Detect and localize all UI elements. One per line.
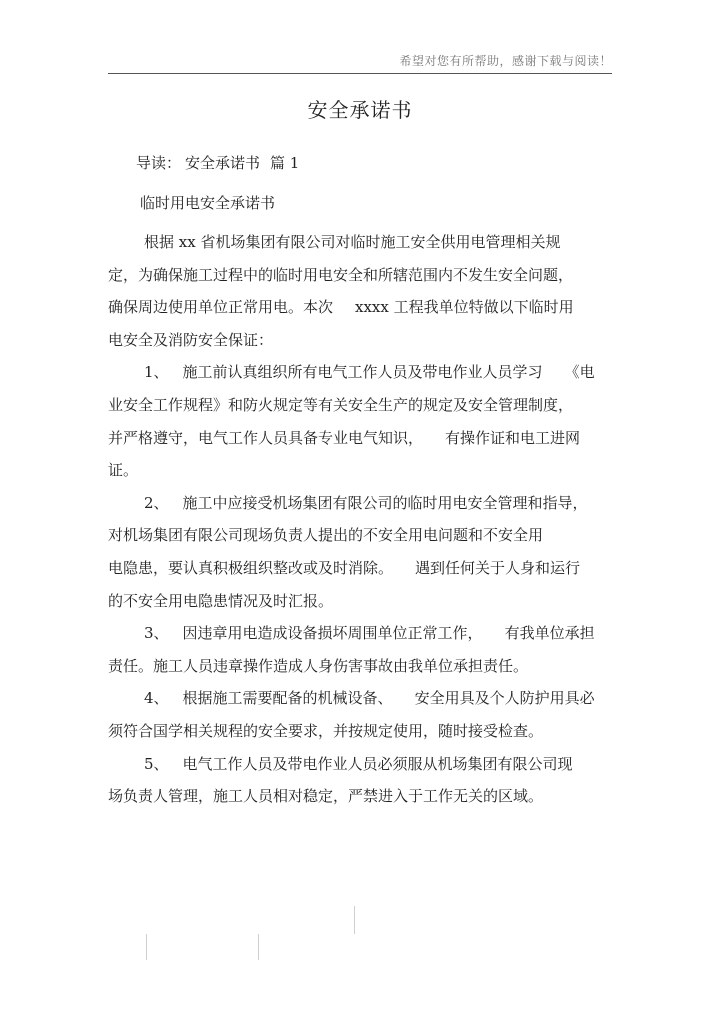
text-line xyxy=(108,715,612,748)
line-text-continued: xxxx 工程我单位特做以下临时用 xyxy=(355,298,574,317)
line-text-continued: 《电 xyxy=(564,363,595,382)
text-line xyxy=(108,356,612,389)
intro-piece: 篇 1 xyxy=(270,154,300,172)
line-text: 因违章用电造成设备损坏周围单位正常工作， xyxy=(182,624,483,643)
line-text: 的不安全用电隐患情况及时汇报。 xyxy=(108,591,334,610)
item-number: 5、 xyxy=(144,754,169,773)
line-text: 并严格遵守，电气工作人员具备专业电气知识， xyxy=(108,428,424,447)
page-title: 安全承诺书 xyxy=(307,98,413,122)
text-line xyxy=(108,487,612,520)
text-line xyxy=(108,519,612,552)
intro-line xyxy=(136,152,299,173)
line-text: 电隐患，要认真积极组织整改或及时消除。 xyxy=(108,558,394,577)
line-text: 施工中应接受机场集团有限公司的临时用电安全管理和指导， xyxy=(182,493,588,512)
line-text-continued: 遇到任何关于人身和运行 xyxy=(415,558,581,577)
header-note: 希望对您有所帮助，感谢下载与阅读！ xyxy=(399,54,612,68)
text-line xyxy=(108,291,612,324)
line-text: 定，为确保施工过程中的临时用电安全和所辖范围内不发生安全问题， xyxy=(108,265,574,284)
item-number: 3、 xyxy=(144,624,169,643)
text-line xyxy=(108,259,612,292)
line-text: 电气工作人员及带电作业人员必须服从机场集团有限公司现 xyxy=(182,754,573,773)
line-text: 施工前认真组织所有电气工作人员及带电作业人员学习 xyxy=(182,363,543,382)
line-text: 须符合国学相关规程的安全要求，并按规定使用，随时接受检查。 xyxy=(108,721,544,740)
text-line xyxy=(108,780,612,813)
text-line xyxy=(108,650,612,683)
line-text: 场负责人管理，施工人员相对稳定，严禁进入于工作无关的区域。 xyxy=(108,787,544,806)
text-line xyxy=(108,422,612,455)
text-line xyxy=(108,585,612,618)
line-text: 对机场集团有限公司现场负责人提出的不安全用电问题和不安全用 xyxy=(108,526,544,545)
line-text: 证。 xyxy=(108,461,139,480)
section-subtitle: 临时用电安全承诺书 xyxy=(140,194,276,212)
line-text: 根据施工需要配备的机械设备、 xyxy=(182,689,393,708)
line-text: 根据 xx 省机场集团有限公司对临时施工安全供用电管理相关规 xyxy=(144,233,561,251)
line-text: 电安全及消防安全保证： xyxy=(108,330,274,349)
text-line xyxy=(108,226,612,259)
header-rule xyxy=(108,73,612,74)
line-text: 责任。施工人员违章操作造成人身伤害事故由我单位承担责任。 xyxy=(108,656,529,675)
item-number: 4、 xyxy=(144,689,169,708)
margin-mark xyxy=(354,906,355,934)
line-text-continued: 安全用具及个人防护用具必 xyxy=(414,689,595,708)
intro-value: 安全承诺书 xyxy=(185,154,261,172)
text-line xyxy=(108,682,612,715)
margin-mark xyxy=(146,934,147,960)
text-line xyxy=(108,324,612,357)
text-line xyxy=(108,454,612,487)
line-text: 业安全工作规程》和防火规定等有关安全生产的规定及安全管理制度， xyxy=(108,395,574,414)
margin-mark xyxy=(258,934,259,960)
body-text xyxy=(108,226,612,813)
text-line xyxy=(108,748,612,781)
line-text-continued: 有操作证和电工进网 xyxy=(445,428,581,447)
item-number: 2、 xyxy=(144,493,169,512)
line-text-continued: 有我单位承担 xyxy=(504,624,595,643)
text-line xyxy=(108,389,612,422)
intro-label: 导读： xyxy=(136,154,182,172)
text-line xyxy=(108,617,612,650)
text-line xyxy=(108,552,612,585)
line-text: 确保周边使用单位正常用电。本次 xyxy=(108,298,334,317)
item-number: 1、 xyxy=(144,363,169,382)
